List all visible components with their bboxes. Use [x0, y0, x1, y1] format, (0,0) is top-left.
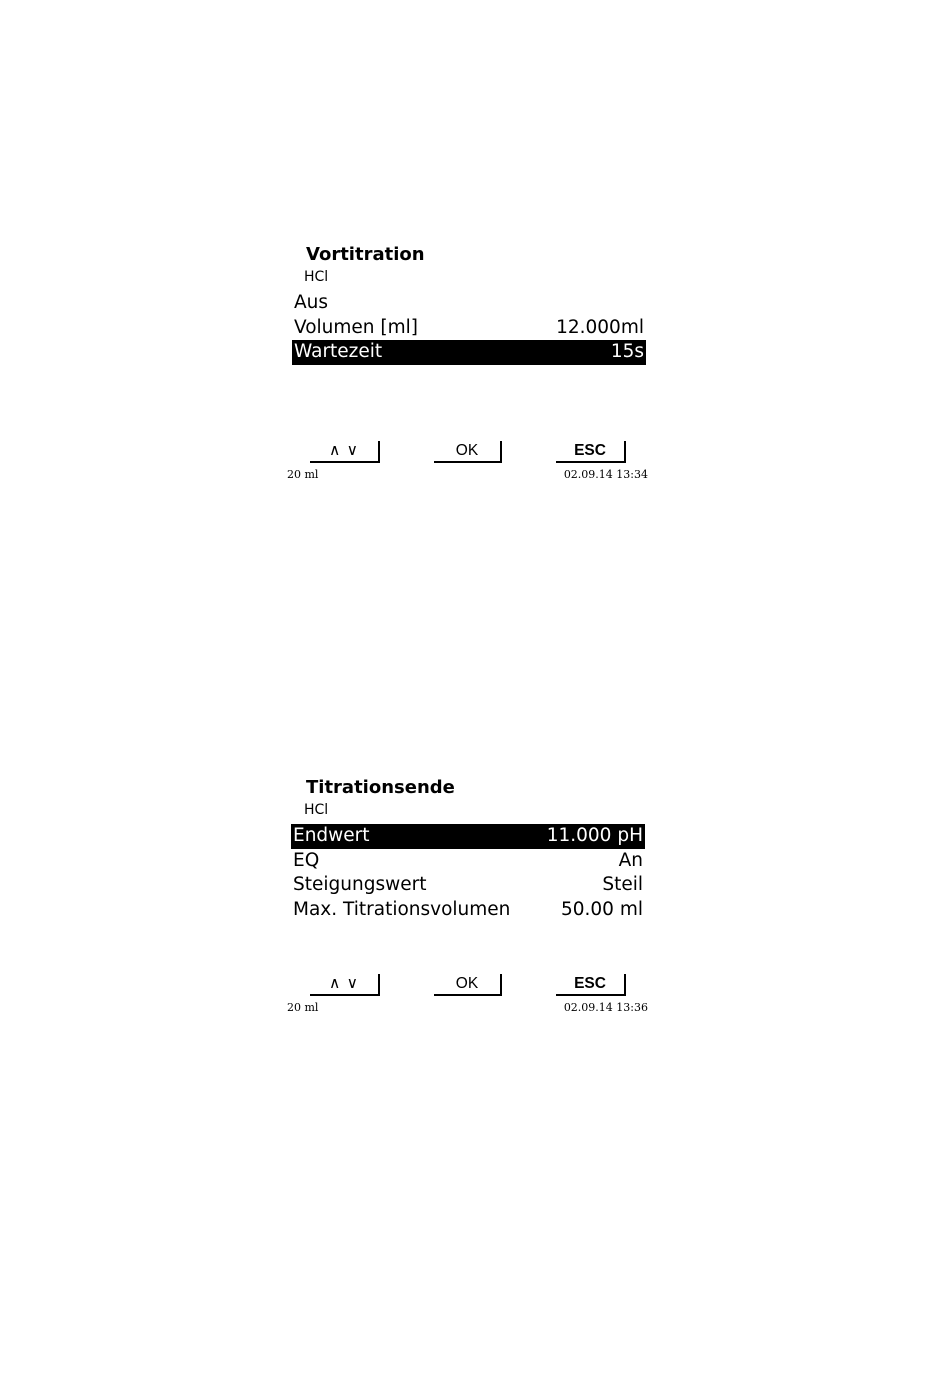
menu-item-value: 11.000 pH: [546, 825, 643, 847]
up-down-button[interactable]: ∧ ∨: [310, 441, 380, 463]
menu-item-value: Steil: [602, 874, 643, 896]
menu-list: [292, 291, 646, 365]
menu-item-max-titrationsvolumen[interactable]: [291, 898, 645, 923]
menu-item-label: Steigungswert: [293, 874, 427, 896]
menu-item-wartezeit[interactable]: [292, 340, 646, 365]
ok-button[interactable]: OK: [434, 974, 502, 996]
screen-subtitle: HCl: [304, 802, 329, 818]
menu-item-value: 50.00 ml: [560, 899, 643, 921]
screen-subtitle: HCl: [304, 269, 329, 285]
menu-item-label: Max. Titrationsvolumen: [293, 899, 511, 921]
menu-item-label: Aus: [294, 292, 329, 314]
menu-item-aus[interactable]: [292, 291, 646, 316]
burette-volume-status: 20 ml: [287, 1001, 319, 1014]
vortitration-screen: [286, 240, 652, 490]
menu-item-label: Volumen [ml]: [294, 316, 419, 338]
menu-item-endwert[interactable]: [291, 824, 645, 849]
up-down-button[interactable]: ∧ ∨: [310, 974, 380, 996]
menu-item-value: An: [618, 849, 643, 871]
menu-item-steigungswert[interactable]: [291, 873, 645, 898]
menu-list: [291, 824, 645, 922]
screen-title: Titrationsende: [306, 777, 455, 798]
datetime-status: 02.09.14 13:34: [563, 468, 648, 481]
menu-item-eq[interactable]: [291, 849, 645, 874]
menu-item-value: 12.000ml: [556, 316, 644, 338]
menu-item-volumen[interactable]: [292, 316, 646, 341]
screen-title: Vortitration: [306, 244, 425, 265]
menu-item-label: EQ: [293, 849, 320, 871]
menu-item-value: 15s: [610, 341, 644, 363]
burette-volume-status: 20 ml: [287, 468, 319, 481]
datetime-status: 02.09.14 13:36: [563, 1001, 648, 1014]
menu-item-label: Wartezeit: [294, 341, 383, 363]
esc-button[interactable]: ESC: [556, 441, 626, 463]
titrationsende-screen: [286, 773, 652, 1023]
ok-button[interactable]: OK: [434, 441, 502, 463]
esc-button[interactable]: ESC: [556, 974, 626, 996]
menu-item-label: Endwert: [293, 825, 370, 847]
